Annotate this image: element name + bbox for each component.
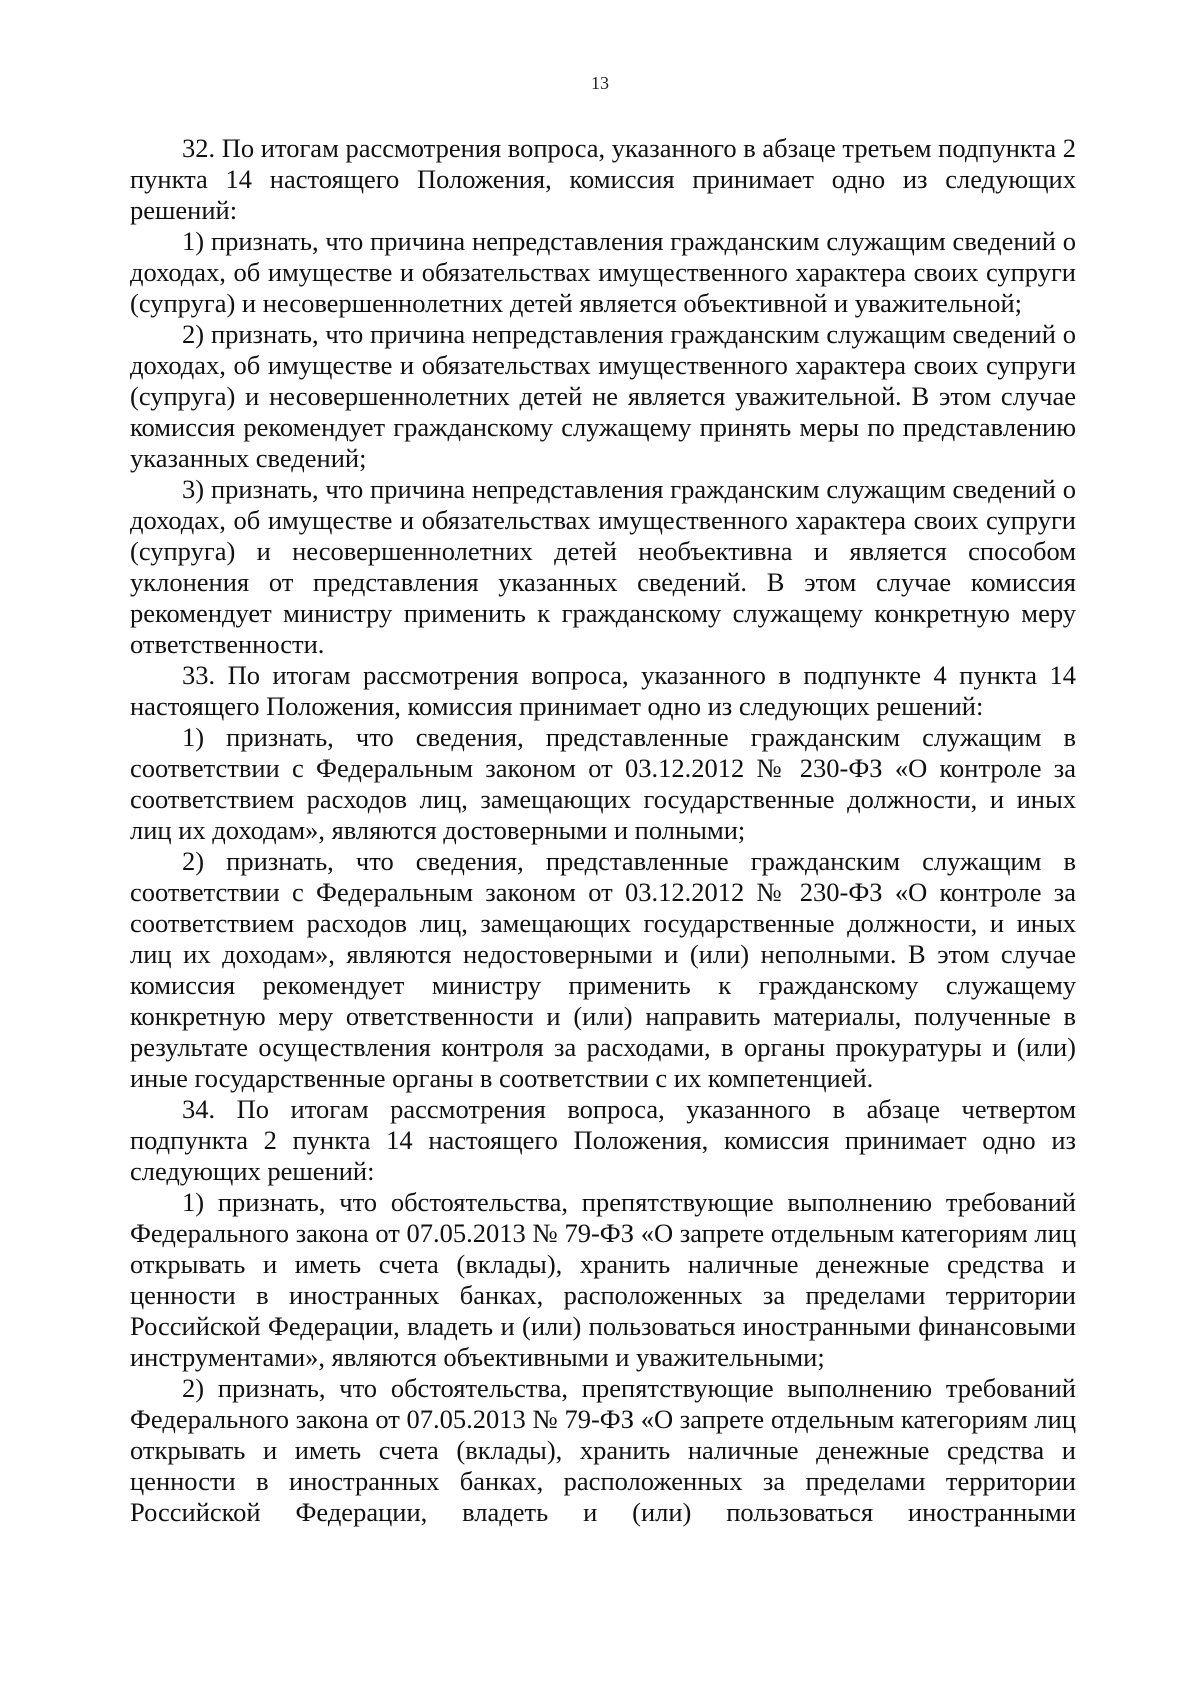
paragraph-33-item-1: 1) признать, что сведения, представленные гражданским служащим в соответствии с Федеральным законом от 03.12.2012 № 230-ФЗ «О контроле за соответствием расходов лиц, замещающих государственные должности, и иных лиц их доходам», являются достоверными и полными; [130, 722, 1076, 845]
paragraph-34-item-1: 1) признать, что обстоятельства, препятствующие выполнению требований Федерального закона от 07.05.2013 № 79-ФЗ «О запрете отдельным категориям лиц открывать и иметь счета (вклады), хранить наличные денежные средства и ценности в иностранных банках, расположенных за пределами территории Российской Федерации, владеть и (или) пользоваться иностранными финансовыми инструментами», являются объективными и уважительными; [130, 1187, 1076, 1372]
paragraph-34-item-2: 2) признать, что обстоятельства, препятствующие выполнению требований Федерального закона от 07.05.2013 № 79-ФЗ «О запрете отдельным категориям лиц открывать и иметь счета (вклады), хранить наличные денежные средства и ценности в иностранных банках, расположенных за пределами территории Российской Федерации, владеть и (или) пользоваться иностранными [130, 1373, 1076, 1527]
page-number: 13 [591, 73, 609, 93]
paragraph-33-item-2: 2) признать, что сведения, представленные гражданским служащим в соответствии с Федеральным законом от 03.12.2012 № 230-ФЗ «О контроле за соответствием расходов лиц, замещающих государственные должности, и иных лиц их доходам», являются недостоверными и (или) неполными. В этом случае комиссия рекомендует министру применить к гражданскому служащему конкретную меру ответственности и (или) направить материалы, полученные в результате осуществления контроля за расходами, в органы прокуратуры и (или) иные государственные органы в соответствии с их компетенцией. [130, 846, 1076, 1093]
paragraph-32-item-1: 1) признать, что причина непредставления гражданским служащим сведений о доходах, об имуществе и обязательствах имущественного характера своих супруги (супруга) и несовершеннолетних детей является объективной и уважительной; [130, 226, 1076, 318]
paragraph-32-item-3: 3) признать, что причина непредставления гражданским служащим сведений о доходах, об имуществе и обязательствах имущественного характера своих супруги (супруга) и несовершеннолетних детей необъективна и является способом уклонения от представления указанных сведений. В этом случае комиссия рекомендует министру применить к гражданскому служащему конкретную меру ответственности. [130, 474, 1076, 659]
paragraph-32-item-2: 2) признать, что причина непредставления гражданским служащим сведений о доходах, об имуществе и обязательствах имущественного характера своих супруги (супруга) и несовершеннолетних детей не является уважительной. В этом случае комиссия рекомендует гражданскому служащему принять меры по представлению указанных сведений; [130, 319, 1076, 473]
paragraph-34: 34. По итогам рассмотрения вопроса, указанного в абзаце четвертом подпункта 2 пункта 14 настоящего Положения, комиссия принимает одно из следующих решений: [130, 1094, 1076, 1186]
paragraph-32: 32. По итогам рассмотрения вопроса, указанного в абзаце третьем подпункта 2 пункта 14 настоящего Положения, комиссия принимает одно из следующих решений: [130, 133, 1076, 225]
paragraph-33: 33. По итогам рассмотрения вопроса, указанного в подпункте 4 пункта 14 настоящего Положения, комиссия принимает одно из следующих решений: [130, 660, 1076, 721]
document-body [130, 133, 1076, 1528]
